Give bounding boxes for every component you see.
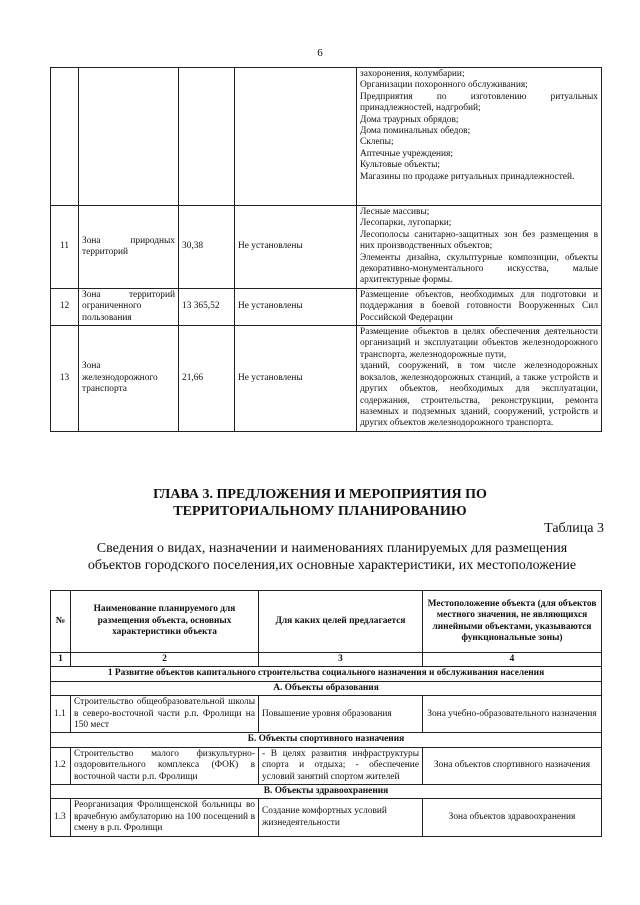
object-purpose: Создание комфортных условий жизнедеятельности [259,799,423,836]
use-line: Элементы дизайна, скульптурные композиции, объекты декоративно-монументального искусства, малые архитектурные формы. [360,252,598,286]
table-number: Таблица 3 [544,521,604,536]
section-row [51,733,602,747]
object-location: Зона объектов спортивного назначения [423,747,602,784]
use-line: Размещение объектов, необходимых для подготовки и поддержания в боевой готовности Вооруженных Сил Российской Федерации [360,289,598,323]
col-header-purpose: Для каких целей предлагается [259,591,423,653]
zone-name: Зона железнодорожного транспорта [79,326,179,432]
row-number [51,68,79,206]
use-line: Размещение объектов в целях обеспечения деятельности организаций и эксплуатации объектов железнодорожного транспорта, железнодорожные пути, [360,327,598,360]
use-line: Культовые объекты; [360,160,440,171]
table-row [51,68,602,206]
use-line: Предприятия по изготовлению ритуальных принадлежностей, надгробий; [360,91,598,114]
zone-uses [357,326,602,432]
use-line: Организации похоронного обслуживания; [360,80,528,91]
section-main-title: 1 Развитие объектов капитального строительства социального назначения и обслуживания населения [51,667,602,681]
section-row [51,785,602,799]
object-name: Строительство общеобразовательной школы в северо-восточной части р.п. Фролищи на 150 мест [71,696,259,733]
object-location: Зона объектов здравоохранения [423,799,602,836]
zone-uses [357,206,602,289]
zone-area [179,68,235,206]
header-row [51,591,602,653]
col-header-name: Наименование планируемого для размещения объекта, основных характеристики объекта [71,591,259,653]
row-number: 12 [51,288,79,325]
use-line: Лесные массивы; [360,207,430,217]
col-number-row [51,653,602,667]
zone-limits: Не установлены [235,326,357,432]
use-line: зданий, сооружений, в том числе железнодорожных вокзалов, железнодорожных станций, а также устройств и других объектов, необходимых для эксплуатации, содержания, строительства, реконструкции, ремонта наземных и подземных зданий, сооружений, устройств и других объектов железнодорожного транспорта. [360,361,598,429]
table-row [51,326,602,432]
col-header-location: Местоположение объекта (для объектов местного значения, не являющихся линейными объектами, указываются функциональные зоны) [423,591,602,653]
col-number: 1 [51,653,71,667]
planned-objects-table [50,590,602,837]
row-number: 13 [51,326,79,432]
use-line: Лесополосы санитарно-защитных зон без размещения в них производственных объектов; [360,229,598,252]
row-number: 11 [51,206,79,289]
table-caption: Сведения о видах, назначении и наименованиях планируемых для размещения объектов городского поселения,их основные характеристики, их местоположение [87,541,577,573]
use-line: Склепы; [360,137,394,148]
table-row [51,696,602,733]
object-name: Строительство малого физкультурно-оздоровительного комплекса (ФОК) в восточной части р.п. Фролищи [71,747,259,784]
zone-name: Зона природных территорий [79,206,179,289]
row-number: 1.1 [51,696,71,733]
col-number: 3 [259,653,423,667]
col-number: 2 [71,653,259,667]
object-purpose: - В целях развития инфраструктуры спорта и отдыха; - обеспечение условий занятий спортом жителей [259,747,423,784]
chapter-heading-cont: ТЕРРИТОРИАЛЬНОМУ ПЛАНИРОВАНИЮ [173,504,467,519]
use-line: Дома поминальных обедов; [360,126,471,137]
zone-uses [357,288,602,325]
row-number: 1.2 [51,747,71,784]
zone-name [79,68,179,206]
object-location: Зона учебно-образовательного назначения [423,696,602,733]
zone-area: 30,38 [179,206,235,289]
section-row [51,681,602,695]
zones-table [50,67,602,432]
table-row [51,288,602,325]
table-row [51,206,602,289]
zone-area: 21,66 [179,326,235,432]
zone-uses [357,68,602,206]
col-number: 4 [423,653,602,667]
use-line: захоронения, колумбарии; [360,69,465,79]
zone-limits: Не установлены [235,206,357,289]
section-title: А. Объекты образования [51,681,602,695]
zone-limits: Не установлены [235,288,357,325]
section-title: Б. Объекты спортивного назначения [51,733,602,747]
table-row [51,747,602,784]
section-title: В. Объекты здравоохранения [51,785,602,799]
zone-area: 13 365,52 [179,288,235,325]
object-purpose: Повышение уровня образования [259,696,423,733]
table-row [51,799,602,836]
use-line: Дома траурных обрядов; [360,114,459,125]
page-number: 6 [317,47,323,59]
object-name: Реорганизация Фролищенской больницы во врачебную амбулаторию на 100 посещений в смену в р.п. Фролищи [71,799,259,836]
chapter-heading: ГЛАВА 3. ПРЕДЛОЖЕНИЯ И МЕРОПРИЯТИЯ ПО [153,487,487,502]
zone-name: Зона территорий ограниченного пользования [79,288,179,325]
zone-limits [235,68,357,206]
section-row [51,667,602,681]
col-header-num: № [51,591,71,653]
use-line: Магазины по продаже ритуальных принадлежностей. [360,171,575,182]
use-line: Лесопарки, лугопарки; [360,218,452,229]
use-line: Аптечные учреждения; [360,148,453,159]
row-number: 1.3 [51,799,71,836]
